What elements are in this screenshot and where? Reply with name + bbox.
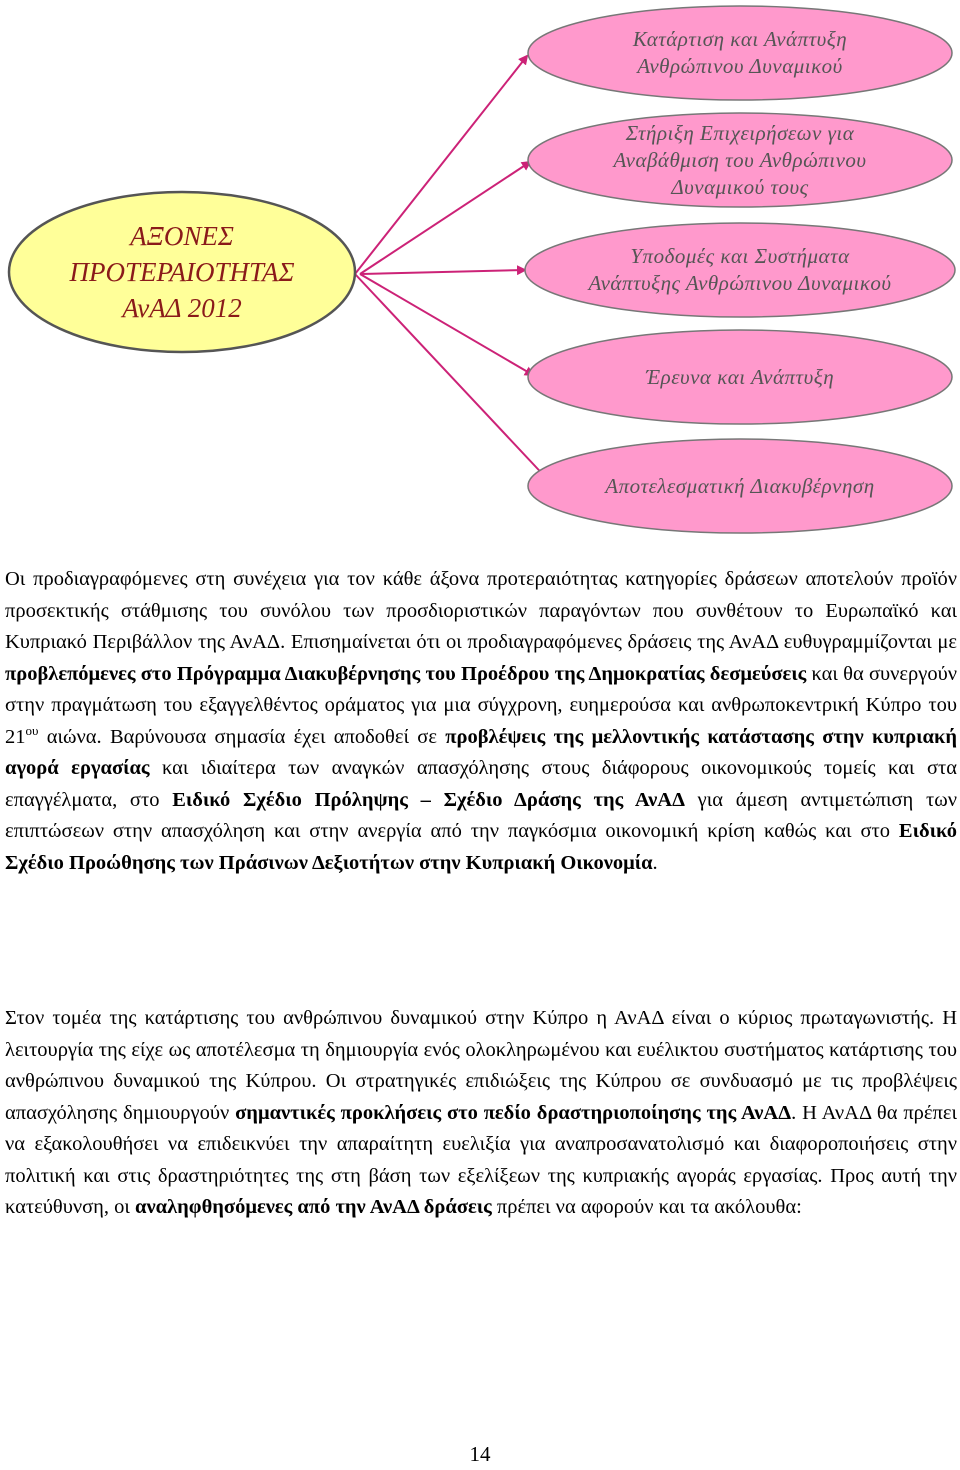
paragraph-1 xyxy=(5,564,957,879)
node-4-line1: Έρευνα και Ανάπτυξη xyxy=(645,364,835,389)
axis-node-label-2 xyxy=(540,118,940,202)
p2-text: πρέπει να αφορούν και τα ακόλουθα: xyxy=(491,1196,802,1218)
connector-arrow xyxy=(355,56,527,274)
axis-node-label-5 xyxy=(540,469,940,503)
connector-arrow xyxy=(360,162,530,274)
center-label-line2: ΠΡΟΤΕΡΑΙΟΤΗΤΑΣ xyxy=(69,257,295,287)
axis-node-label-4 xyxy=(540,360,940,394)
p1-bold: προβλέψεις της μελλοντικής κατάστασης στην κυπριακή αγορά εργασίας xyxy=(5,725,957,779)
node-3-line2: Ανάπτυξης Ανθρώπινου Δυναμικού xyxy=(588,271,892,295)
p1-superscript: ου xyxy=(25,722,39,738)
node-2-line3: Δυναμικού τους xyxy=(671,174,809,199)
p2-text: Στον τομέα της κατάρτισης του ανθρώπινου δυναμικού στην Κύπρο η ΑνΑΔ είναι ο κύριος πρωταγωνιστής. Η λειτουργία της είχε ως αποτέλεσμα τη δημιουργία ενός ολοκληρωμένου και ευέλικτου συστήματος κατάρτισης του ανθρώπινου δυναμικού της Κύπρου. Οι στρατηγικές επιδιώξεις της Κύπρου σε συνδυασμό με τις προβλέψεις απασχόλησης δημιουργούν xyxy=(5,1007,957,1124)
p1-text: Οι προδιαγραφόμενες στη συνέχεια για τον κάθε άξονα προτεραιότητας κατηγορίες δράσεων αποτελούν προϊόν προσεκτικής στάθμισης του συνόλου των προσδιοριστικών παραγόντων που συνθέτουν το Ευρωπαϊκό και Κυπριακό Περιβάλλον της ΑνΑΔ. Επισημαίνεται ότι οι προδιαγραφόμενες δράσεις της ΑνΑΔ ευθυγραμμίζονται με xyxy=(5,568,957,653)
node-1-line1: Κατάρτιση και Ανάπτυξη xyxy=(632,27,848,51)
axis-node-label-1 xyxy=(540,20,940,86)
paragraph-2 xyxy=(5,1003,957,1224)
node-2-line2: Αναβάθμιση του Ανθρώπινου xyxy=(613,147,867,172)
connector-arrow xyxy=(355,274,550,482)
p2-bold: αναληφθησόμενες από την ΑνΑΔ δράσεις xyxy=(135,1196,492,1218)
connector-arrow xyxy=(362,270,525,274)
node-5-line1: Αποτελεσματική Διακυβέρνηση xyxy=(605,473,875,498)
node-1-line2: Ανθρώπινου Δυναμικού xyxy=(637,54,843,78)
p1-text: και ιδιαίτερα των αναγκών απασχόλησης στους διάφορους οικονομικούς τομείς και στα επαγγέλματα, στο xyxy=(5,757,957,811)
connector-arrow xyxy=(360,274,533,375)
axis-node-label-3 xyxy=(530,237,950,303)
p1-text: αιώνα. Βαρύνουσα σημασία έχει αποδοθεί σε xyxy=(38,725,446,748)
p2-text: . Η ΑνΑΔ θα πρέπει να εξακολουθήσει να επιδεικνύει την απαραίτητη ευελιξία για αναπροσανατολισμό και διαφοροποιήσεις στην πολιτική και στις δραστηριότητες της στη βάση των εξελίξεων της κυπριακής αγοράς εργασίας. Προς αυτή την κατεύθυνση, οι xyxy=(5,1101,957,1218)
p1-bold: Ειδικό Σχέδιο Πρόληψης – Σχέδιο Δράσης της ΑνΑΔ xyxy=(172,788,685,811)
p1-bold: προβλεπόμενες στο Πρόγραμμα Διακυβέρνησης του Προέδρου της Δημοκρατίας δεσμεύσεις xyxy=(5,662,807,685)
center-label-line3: ΑνΑΔ 2012 xyxy=(122,293,242,323)
page-number: 14 xyxy=(469,1442,491,1466)
p2-bold: σημαντικές προκλήσεις στο πεδίο δραστηριοποίησης της ΑνΑΔ xyxy=(235,1101,792,1124)
center-label xyxy=(20,222,344,322)
p1-text: για άμεση αντιμετώπιση των επιπτώσεων στην απασχόληση και στην ανεργία από την παγκόσμια οικονομική κρίση καθώς και στο xyxy=(5,788,958,842)
p1-bold: Ειδικό Σχέδιο Προώθησης των Πράσινων Δεξιοτήτων στην Κυπριακή Οικονομία xyxy=(5,820,957,874)
node-2-line1: Στήριξη Επιχειρήσεων για xyxy=(625,120,855,145)
node-3-line1: Υποδομές και Συστήματα xyxy=(630,244,850,268)
p1-text: . xyxy=(652,851,658,874)
center-label-line1: ΑΞΟΝΕΣ xyxy=(130,221,234,251)
p1-text: και θα συνεργούν στην πραγμάτωση του εξαγγελθέντος οράματος για μια σύγχρονη, ευημερούσα και ανθρωποκεντρική Κύπρο του 21 xyxy=(5,662,957,748)
